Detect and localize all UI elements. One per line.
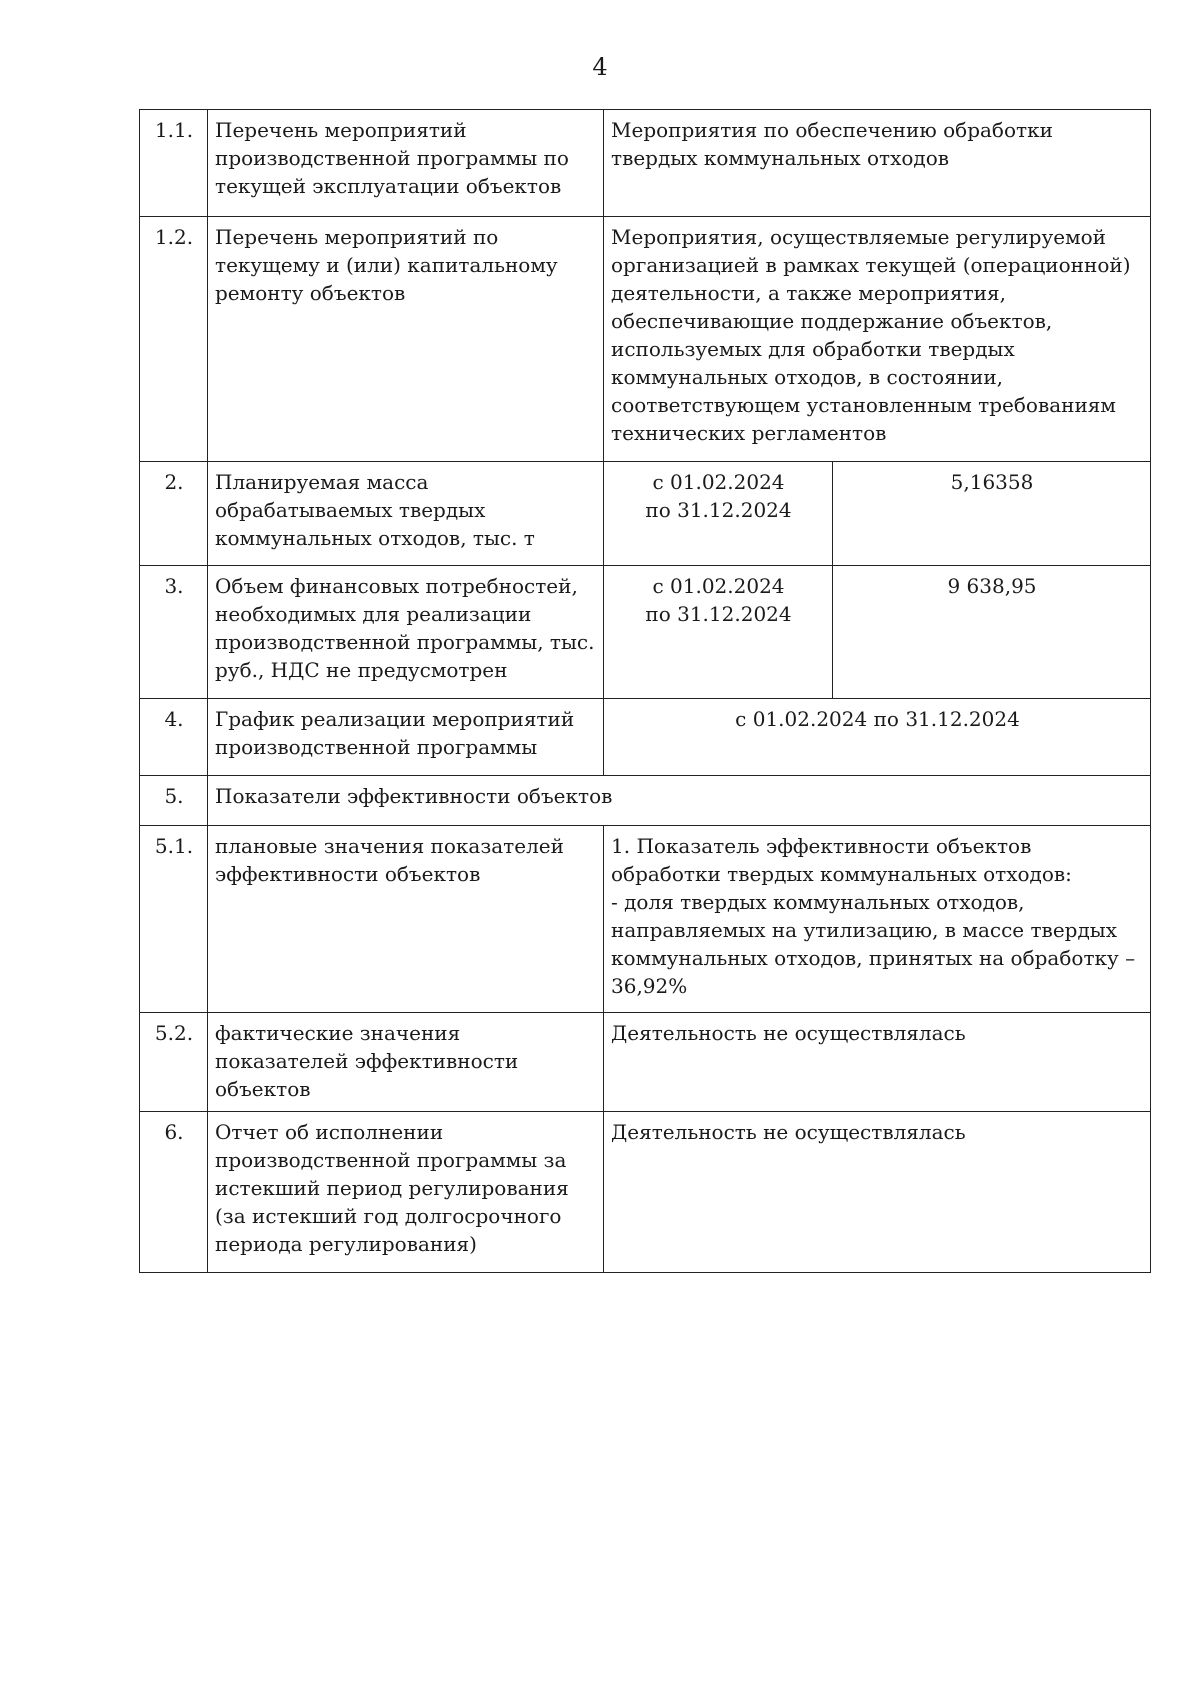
row-label: Объем финансовых потребностей, необходимых для реализации производственной программы, тыс. руб., НДС не предусмотрен bbox=[208, 566, 604, 699]
row-value: 5,16358 bbox=[833, 462, 1151, 566]
row-value: с 01.02.2024 по 31.12.2024 bbox=[604, 699, 1151, 776]
row-number: 4. bbox=[140, 699, 208, 776]
table-row bbox=[140, 566, 1151, 699]
table-row bbox=[140, 826, 1151, 1013]
period-cell bbox=[604, 462, 833, 566]
row-number: 5. bbox=[140, 776, 208, 826]
period-from: с 01.02.2024 bbox=[652, 470, 785, 494]
row-label: фактические значения показателей эффективности объектов bbox=[208, 1013, 604, 1112]
row-number: 1.1. bbox=[140, 110, 208, 217]
table-row bbox=[140, 699, 1151, 776]
row-label: Перечень мероприятий производственной программы по текущей эксплуатации объектов bbox=[208, 110, 604, 217]
period-from: с 01.02.2024 bbox=[652, 574, 785, 598]
row-value: Мероприятия, осуществляемые регулируемой организацией в рамках текущей (операционной) деятельности, а также мероприятия, обеспечивающие поддержание объектов, используемых для обработки твердых коммунальных отходов, в состоянии, соответствующем установленным требованиям технических регламентов bbox=[604, 217, 1151, 462]
row-value: 9 638,95 bbox=[833, 566, 1151, 699]
indicator-detail: - доля твердых коммунальных отходов, направляемых на утилизацию, в массе твердых коммунальных отходов, принятых на обработку – 36,92% bbox=[611, 890, 1136, 998]
table-row bbox=[140, 1112, 1151, 1273]
section-heading: Показатели эффективности объектов bbox=[208, 776, 1151, 826]
row-number: 1.2. bbox=[140, 217, 208, 462]
indicator-title: 1. Показатель эффективности объектов обработки твердых коммунальных отходов: bbox=[611, 834, 1072, 886]
table-row bbox=[140, 1013, 1151, 1112]
table-row bbox=[140, 110, 1151, 217]
period-to: по 31.12.2024 bbox=[645, 602, 792, 626]
row-value: Деятельность не осуществлялась bbox=[604, 1112, 1151, 1273]
row-value bbox=[604, 826, 1151, 1013]
table-row bbox=[140, 462, 1151, 566]
production-program-table bbox=[139, 109, 1151, 1273]
period-to: по 31.12.2024 bbox=[645, 498, 792, 522]
row-value: Деятельность не осуществлялась bbox=[604, 1013, 1151, 1112]
table-row bbox=[140, 776, 1151, 826]
row-label: Отчет об исполнении производственной программы за истекший период регулирования (за истекший год долгосрочного периода регулирования) bbox=[208, 1112, 604, 1273]
row-label: Планируемая масса обрабатываемых твердых коммунальных отходов, тыс. т bbox=[208, 462, 604, 566]
row-label: График реализации мероприятий производственной программы bbox=[208, 699, 604, 776]
row-number: 3. bbox=[140, 566, 208, 699]
page-number: 4 bbox=[592, 53, 608, 81]
row-number: 6. bbox=[140, 1112, 208, 1273]
row-number: 5.1. bbox=[140, 826, 208, 1013]
period-cell bbox=[604, 566, 833, 699]
table-row bbox=[140, 217, 1151, 462]
row-number: 2. bbox=[140, 462, 208, 566]
row-label: Перечень мероприятий по текущему и (или) капитальному ремонту объектов bbox=[208, 217, 604, 462]
row-number: 5.2. bbox=[140, 1013, 208, 1112]
row-label: плановые значения показателей эффективности объектов bbox=[208, 826, 604, 1013]
row-value: Мероприятия по обеспечению обработки твердых коммунальных отходов bbox=[604, 110, 1151, 217]
